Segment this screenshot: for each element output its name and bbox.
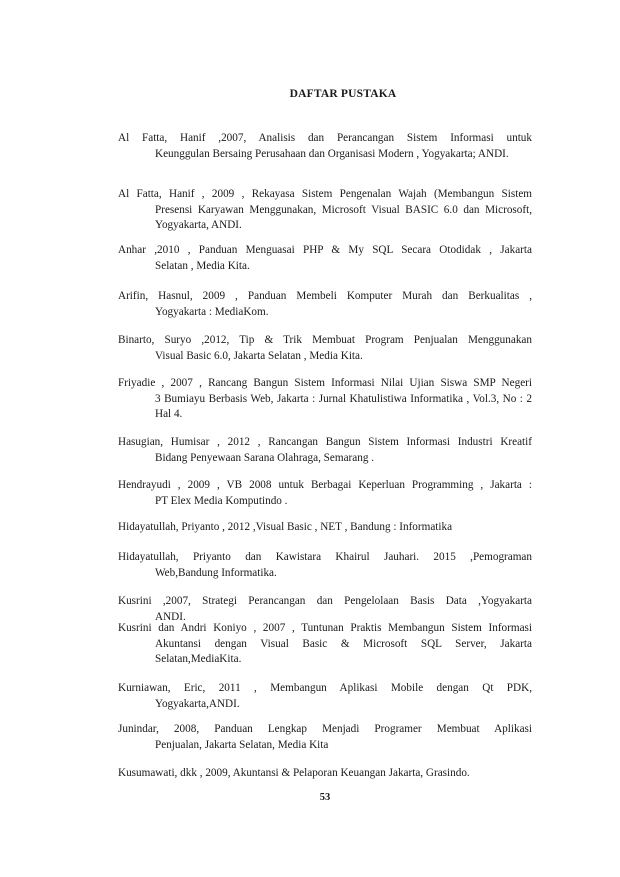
reference-continuation: Web,Bandung Informatika. (155, 566, 277, 579)
reference-entry (118, 550, 532, 581)
reference-continuation: Selatan , Media Kita. (155, 259, 250, 272)
reference-entry (118, 766, 532, 782)
reference-continuation: ANDI. (155, 610, 186, 623)
reference-continuation: Akuntansi dengan Visual Basic & Microsoft SQL Server, Jakarta Selatan,MediaKita. (155, 637, 532, 665)
reference-first-line: Friyadie , 2007 , Rancang Bangun Sistem Informasi Nilai Ujian Siswa SMP Negeri (118, 377, 532, 389)
reference-first-line: Junindar, 2008, Panduan Lengkap Menjadi Programer Membuat Aplikasi (118, 723, 532, 735)
reference-entry (118, 520, 532, 536)
reference-first-line: Kusrini ,2007, Strategi Perancangan dan Pengelolaan Basis Data ,Yogyakarta (118, 595, 532, 607)
reference-first-line: Hidayatullah, Priyanto , 2012 ,Visual Basic , NET , Bandung : Informatika (118, 521, 453, 533)
reference-entry (118, 333, 532, 364)
reference-continuation: Yogyakarta,ANDI. (155, 697, 240, 710)
page-title: DAFTAR PUSTAKA (289, 88, 397, 100)
reference-first-line: Kurniawan, Eric, 2011 , Membangun Aplikasi Mobile dengan Qt PDK, (118, 682, 532, 694)
reference-continuation: Bidang Penyewaan Sarana Olahraga, Semarang . (155, 451, 375, 464)
page-number: 53 (319, 792, 331, 803)
reference-first-line: Kusrini dan Andri Koniyo , 2007 , Tuntunan Praktis Membangun Sistem Informasi (118, 622, 532, 634)
reference-entry (118, 621, 532, 668)
reference-entry (118, 722, 532, 753)
reference-entry (118, 681, 532, 712)
reference-entry (118, 243, 532, 274)
reference-continuation: Yogyakarta : MediaKom. (155, 305, 269, 318)
reference-first-line: Binarto, Suryo ,2012, Tip & Trik Membuat Program Penjualan Menggunakan (118, 334, 532, 346)
reference-entry (118, 187, 532, 234)
reference-continuation: Visual Basic 6.0, Jakarta Selatan , Media Kita. (155, 349, 363, 362)
reference-first-line: Kusumawati, dkk , 2009, Akuntansi & Pelaporan Keuangan Jakarta, Grasindo. (118, 767, 470, 779)
reference-continuation: 3 Bumiayu Berbasis Web, Jakarta : Jurnal Khatulistiwa Informatika , Vol.3, No : 2 Hal 4. (155, 392, 532, 420)
reference-first-line: Al Fatta, Hanif ,2007, Analisis dan Perancangan Sistem Informasi untuk (118, 132, 532, 144)
reference-entry (118, 289, 532, 320)
reference-continuation: Presensi Karyawan Menggunakan, Microsoft Visual BASIC 6.0 dan Microsoft, Yogyakarta, ANDI. (155, 203, 532, 231)
reference-continuation: PT Elex Media Komputindo . (155, 494, 288, 507)
reference-first-line: Anhar ,2010 , Panduan Menguasai PHP & My SQL Secara Otodidak , Jakarta (118, 244, 532, 256)
reference-entry (118, 131, 532, 162)
reference-entry (118, 478, 532, 509)
reference-first-line: Arifin, Hasnul, 2009 , Panduan Membeli Komputer Murah dan Berkualitas , (118, 290, 532, 302)
reference-entry (118, 376, 532, 423)
reference-continuation: Keunggulan Bersaing Perusahaan dan Organisasi Modern , Yogyakarta; ANDI. (155, 147, 509, 160)
reference-first-line: Al Fatta, Hanif , 2009 , Rekayasa Sistem Pengenalan Wajah (Membangun Sistem (118, 188, 532, 200)
reference-first-line: Hendrayudi , 2009 , VB 2008 untuk Berbagai Keperluan Programming , Jakarta : (118, 479, 532, 491)
reference-first-line: Hasugian, Humisar , 2012 , Rancangan Bangun Sistem Informasi Industri Kreatif (118, 436, 532, 448)
reference-entry (118, 435, 532, 466)
reference-first-line: Hidayatullah, Priyanto dan Kawistara Khairul Jauhari. 2015 ,Pemograman (118, 551, 532, 563)
reference-continuation: Penjualan, Jakarta Selatan, Media Kita (155, 738, 329, 751)
